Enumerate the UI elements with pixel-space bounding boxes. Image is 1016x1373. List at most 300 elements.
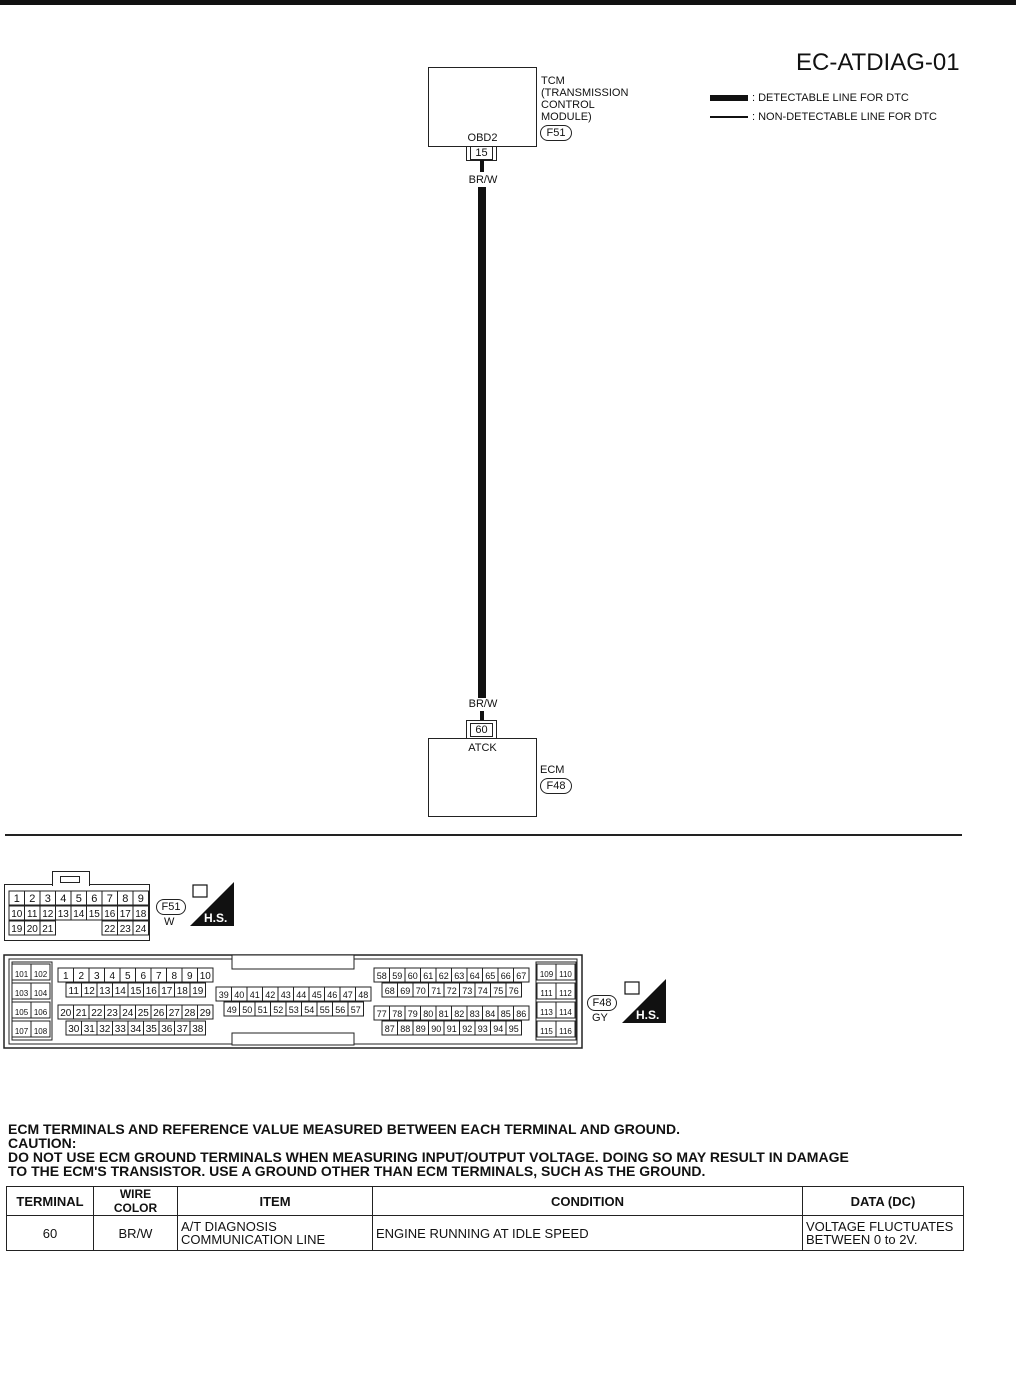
pin-number: 9: [137, 893, 144, 905]
pin-number: 37: [176, 1024, 188, 1035]
pin-number: 77: [376, 1009, 387, 1019]
pin-number: 104: [33, 989, 48, 998]
connector-pin: [118, 906, 134, 920]
pin-number: 43: [280, 990, 291, 1000]
pin-number: 61: [423, 971, 434, 981]
cell-data-line-1: VOLTAGE FLUCTUATES: [806, 1219, 954, 1234]
connector-pin: [382, 983, 398, 997]
cell-data: [803, 1216, 964, 1251]
connector-pin: [105, 1005, 121, 1019]
legend: [710, 92, 970, 126]
connector-pin: [255, 1002, 271, 1016]
pin-number: 8: [122, 893, 129, 905]
connector-pin: [71, 906, 87, 920]
pin-number: 1: [13, 893, 20, 905]
pin-number: 75: [493, 986, 504, 996]
pin-number: 112: [559, 989, 572, 998]
connector-pin: [491, 983, 507, 997]
connector-pin: [286, 1002, 302, 1016]
pin-number: 79: [407, 1009, 418, 1019]
pin-number: 78: [392, 1009, 403, 1019]
pin-number: 90: [431, 1024, 442, 1034]
connector-pin: [475, 1021, 491, 1035]
connector-pin: [82, 1021, 98, 1035]
connector-pin: [452, 1006, 468, 1020]
legend-non-detectable-label: : NON-DETECTABLE LINE FOR DTC: [752, 111, 937, 123]
pin-number: 51: [257, 1005, 268, 1015]
header-condition: CONDITION: [373, 1187, 803, 1216]
pin-number: 12: [42, 909, 54, 920]
hs-badge-label-f51: H.S.: [204, 911, 228, 925]
pin-number: 63: [454, 971, 465, 981]
pin-number: 65: [485, 971, 496, 981]
connector-pin: [302, 1002, 318, 1016]
pin-number: 28: [184, 1008, 196, 1019]
connector-f48-top-latch: [232, 955, 354, 969]
connector-pin: [382, 1021, 398, 1035]
connector-pin: [491, 1021, 507, 1035]
pin-number: 59: [392, 971, 403, 981]
pin-number: 18: [135, 909, 147, 920]
pin-number: 92: [462, 1024, 473, 1034]
pin-number: 32: [99, 1024, 111, 1035]
connector-pin: [133, 921, 149, 935]
pin-number: 19: [11, 924, 23, 935]
connector-pin: [498, 1006, 514, 1020]
pin-number: 84: [485, 1009, 496, 1019]
pin-number: 58: [376, 971, 387, 981]
cell-terminal: 60: [7, 1216, 94, 1251]
pin-number: 71: [431, 986, 442, 996]
tcm-name-line-2: (TRANSMISSION: [541, 87, 629, 99]
pin-number: 116: [559, 1027, 572, 1036]
connector-pin: [9, 906, 25, 920]
table-row: [7, 1216, 964, 1251]
pin-number: 29: [199, 1008, 211, 1019]
cell-item: [178, 1216, 373, 1251]
connector-pin: [120, 1005, 136, 1019]
connector-pin: [74, 968, 90, 982]
pin-number: 36: [161, 1024, 173, 1035]
wire-stub-top: [480, 160, 484, 172]
notes-line-2: CAUTION:: [8, 1135, 77, 1151]
pin-number: 6: [140, 971, 147, 982]
pin-number: 17: [161, 986, 173, 997]
connector-pin: [390, 1006, 406, 1020]
connector-pin: [413, 983, 429, 997]
pin-number: 19: [192, 986, 204, 997]
pin-number: 48: [358, 990, 369, 1000]
legend-detectable-label: : DETECTABLE LINE FOR DTC: [752, 92, 909, 104]
connector-pin: [537, 964, 556, 980]
cell-wire-color: BR/W: [94, 1216, 178, 1251]
connector-pin: [12, 983, 31, 999]
pin-number: 14: [114, 986, 126, 997]
pin-number: 103: [14, 989, 29, 998]
header-terminal: TERMINAL: [7, 1187, 94, 1216]
connector-f48-face: [0, 950, 600, 1055]
pin-number: 13: [99, 986, 111, 997]
ecm-wire-color: BR/W: [468, 698, 498, 710]
pin-number: 17: [119, 909, 131, 920]
pin-number: 87: [384, 1024, 395, 1034]
connector-pin: [556, 964, 575, 980]
pin-number: 5: [124, 971, 131, 982]
connector-pin: [56, 906, 72, 920]
pin-number: 95: [508, 1024, 519, 1034]
connector-pin: [102, 906, 118, 920]
pin-number: 81: [438, 1009, 449, 1019]
pin-number: 94: [493, 1024, 504, 1034]
tcm-pin-label: OBD2: [467, 132, 498, 144]
connector-pin: [87, 906, 103, 920]
connector-pin: [224, 1002, 240, 1016]
connector-pin: [105, 968, 121, 982]
connector-pin: [374, 968, 390, 982]
notes-line-4: TO THE ECM'S TRANSISTOR. USE A GROUND OTHER THAN ECM TERMINALS, SUCH AS THE GROUND.: [8, 1163, 706, 1179]
pin-number: 66: [500, 971, 511, 981]
connector-pin: [436, 1006, 452, 1020]
connector-pin: [348, 1002, 364, 1016]
connector-pin: [102, 921, 118, 935]
header-data-dc: DATA (DC): [803, 1187, 964, 1216]
pin-number: 9: [186, 971, 193, 982]
pin-number: 107: [14, 1027, 29, 1036]
connector-pin: [294, 987, 310, 1001]
connector-pin: [9, 891, 25, 905]
pin-number: 64: [469, 971, 480, 981]
connector-pin: [514, 1006, 530, 1020]
pin-number: 57: [350, 1005, 361, 1015]
reference-notes: [8, 1122, 849, 1178]
pin-number: 106: [33, 1008, 48, 1017]
pin-number: 31: [83, 1024, 95, 1035]
connector-pin: [58, 1005, 74, 1019]
pin-number: 22: [91, 1008, 103, 1019]
pin-number: 24: [135, 924, 147, 935]
connector-f51-id: F51: [156, 899, 186, 915]
connector-pin: [498, 968, 514, 982]
pin-number: 115: [540, 1027, 553, 1036]
pin-number: 42: [265, 990, 276, 1000]
connector-pin: [278, 987, 294, 1001]
connector-pin: [167, 968, 183, 982]
connector-pin: [144, 1021, 160, 1035]
connector-pin: [87, 891, 103, 905]
cell-item-line-1: A/T DIAGNOSIS: [181, 1219, 277, 1234]
pin-number: 3: [44, 893, 51, 905]
pin-number: 88: [400, 1024, 411, 1034]
pin-number: 109: [539, 970, 554, 979]
pin-number: 67: [516, 971, 527, 981]
header-wire-color: WIRE COLOR: [94, 1187, 178, 1216]
pin-number: 101: [14, 970, 29, 979]
connector-pin: [97, 1021, 113, 1035]
pin-number: 7: [106, 893, 113, 905]
notes-line-1: ECM TERMINALS AND REFERENCE VALUE MEASURED BETWEEN EACH TERMINAL AND GROUND.: [8, 1121, 681, 1137]
connector-pin: [128, 1021, 144, 1035]
pin-number: 70: [415, 986, 426, 996]
pin-number: 55: [319, 1005, 330, 1015]
cell-condition: ENGINE RUNNING AT IDLE SPEED: [373, 1216, 803, 1251]
connector-pin: [483, 968, 499, 982]
connector-pin: [467, 968, 483, 982]
ecm-connector-id: F48: [540, 778, 572, 794]
connector-pin: [247, 987, 263, 1001]
pin-number: 108: [33, 1027, 48, 1036]
tcm-name-line-1: TCM: [541, 75, 565, 87]
connector-pin: [436, 968, 452, 982]
pin-number: 72: [446, 986, 457, 996]
connector-pin: [25, 921, 41, 935]
pin-number: 49: [226, 1005, 237, 1015]
pin-number: 10: [199, 971, 211, 982]
detectable-wire: [478, 187, 486, 698]
pin-number: 20: [60, 1008, 72, 1019]
tcm-name: [541, 75, 628, 123]
connector-pin: [102, 891, 118, 905]
connector-pin: [340, 987, 356, 1001]
connector-pin: [113, 983, 129, 997]
terminal-reference-table: [6, 1186, 964, 1251]
connector-pin: [444, 983, 460, 997]
pin-number: 45: [311, 990, 322, 1000]
notes-line-3: DO NOT USE ECM GROUND TERMINALS WHEN MEASURING INPUT/OUTPUT VOLTAGE. DOING SO MAY RESULT IN DAMAGE: [8, 1149, 849, 1165]
pin-number: 41: [249, 990, 260, 1000]
connector-f51-pins: [0, 0, 160, 945]
pin-number: 68: [384, 986, 395, 996]
connector-pin: [263, 987, 279, 1001]
pin-number: 76: [508, 986, 519, 996]
connector-pin: [421, 968, 437, 982]
pin-number: 4: [60, 893, 67, 905]
connector-pin: [216, 987, 232, 1001]
connector-pin: [271, 1002, 287, 1016]
connector-pin: [66, 1021, 82, 1035]
hs-badge-icon: [190, 882, 234, 926]
connector-pin: [429, 1021, 445, 1035]
connector-pin: [309, 987, 325, 1001]
connector-pin: [66, 983, 82, 997]
connector-pin: [460, 1021, 476, 1035]
pin-number: 15: [88, 909, 100, 920]
hs-badge-icon: [622, 979, 666, 1023]
pin-number: 30: [68, 1024, 80, 1035]
connector-pin: [118, 921, 134, 935]
connector-pin: [190, 1021, 206, 1035]
pin-number: 15: [130, 986, 142, 997]
connector-pin: [25, 906, 41, 920]
pin-number: 5: [75, 893, 82, 905]
connector-pin: [175, 983, 191, 997]
pin-number: 69: [400, 986, 411, 996]
pin-number: 34: [130, 1024, 142, 1035]
pin-number: 11: [27, 909, 38, 920]
pin-number: 21: [75, 1008, 87, 1019]
pin-number: 93: [477, 1024, 488, 1034]
ecm-name: ECM: [540, 764, 565, 776]
pin-number: 111: [540, 989, 553, 998]
pin-number: 23: [106, 1008, 118, 1019]
connector-f48-bottom-latch: [232, 1033, 354, 1045]
pin-number: 10: [11, 909, 23, 920]
pin-number: 20: [26, 924, 38, 935]
pin-number: 114: [559, 1008, 572, 1017]
pin-number: 4: [109, 971, 116, 982]
pin-number: 22: [104, 924, 116, 935]
connector-pin: [82, 983, 98, 997]
connector-pin: [167, 1005, 183, 1019]
connector-pin: [398, 983, 414, 997]
legend-thick-line: [710, 95, 748, 101]
pin-number: 54: [304, 1005, 315, 1015]
connector-pin: [175, 1021, 191, 1035]
header-item: ITEM: [178, 1187, 373, 1216]
pin-number: 38: [192, 1024, 204, 1035]
connector-pin: [421, 1006, 437, 1020]
pin-number: 53: [288, 1005, 299, 1015]
connector-f48-id: F48: [587, 995, 617, 1011]
hs-badge-label-f48: H.S.: [636, 1008, 660, 1022]
connector-pin: [56, 891, 72, 905]
pin-number: 82: [454, 1009, 465, 1019]
pin-number: 14: [73, 909, 85, 920]
connector-pin: [31, 964, 50, 980]
tcm-name-line-4: MODULE): [541, 111, 592, 123]
pin-number: 11: [68, 986, 79, 997]
pin-number: 25: [137, 1008, 149, 1019]
connector-pin: [556, 1021, 575, 1037]
pin-number: 12: [83, 986, 95, 997]
pin-number: 56: [335, 1005, 346, 1015]
connector-pin: [506, 983, 522, 997]
connector-pin: [232, 987, 248, 1001]
pin-number: 85: [500, 1009, 511, 1019]
cell-data-line-2: BETWEEN 0 to 2V.: [806, 1232, 918, 1247]
pin-number: 33: [114, 1024, 126, 1035]
connector-pin: [120, 968, 136, 982]
connector-pin: [71, 891, 87, 905]
connector-pin: [475, 983, 491, 997]
connector-pin: [144, 983, 160, 997]
connector-pin: [556, 983, 575, 999]
connector-pin: [40, 921, 56, 935]
pin-number: 86: [516, 1009, 527, 1019]
connector-pin: [198, 968, 214, 982]
connector-pin: [182, 1005, 198, 1019]
tcm-connector-id: F51: [540, 125, 572, 141]
pin-number: 2: [78, 971, 85, 982]
connector-pin: [398, 1021, 414, 1035]
pin-number: 13: [57, 909, 69, 920]
diagram-id: EC-ATDIAG-01: [796, 49, 960, 76]
connector-pin: [374, 1006, 390, 1020]
pin-number: 8: [171, 971, 178, 982]
connector-pin: [317, 1002, 333, 1016]
connector-pin: [31, 1021, 50, 1037]
connector-pin: [40, 906, 56, 920]
pin-number: 27: [168, 1008, 180, 1019]
pin-number: 1: [62, 971, 69, 982]
connector-pin: [444, 1021, 460, 1035]
connector-pin: [182, 968, 198, 982]
pin-number: 110: [559, 970, 572, 979]
pin-number: 80: [423, 1009, 434, 1019]
connector-pin: [429, 983, 445, 997]
pin-number: 62: [438, 971, 449, 981]
pin-number: 3: [93, 971, 100, 982]
connector-pin: [405, 968, 421, 982]
pin-number: 24: [122, 1008, 134, 1019]
tcm-wire-color: BR/W: [468, 174, 498, 186]
connector-pin: [40, 891, 56, 905]
connector-pin: [467, 1006, 483, 1020]
connector-pin: [452, 968, 468, 982]
pin-number: 73: [462, 986, 473, 996]
pin-number: 16: [145, 986, 157, 997]
pin-number: 105: [14, 1008, 29, 1017]
pin-number: 47: [342, 990, 353, 1000]
pin-number: 26: [153, 1008, 165, 1019]
connector-pin: [89, 968, 105, 982]
connector-pin: [151, 1005, 167, 1019]
connector-pin: [483, 1006, 499, 1020]
connector-pin: [390, 968, 406, 982]
connector-pin: [159, 1021, 175, 1035]
connector-pin: [506, 1021, 522, 1035]
pin-number: 6: [91, 893, 98, 905]
connector-pin: [58, 968, 74, 982]
ecm-pin-number: 60: [470, 723, 493, 737]
pin-number: 21: [42, 924, 54, 935]
pin-number: 83: [469, 1009, 480, 1019]
connector-pin: [514, 968, 530, 982]
connector-f48-color: GY: [592, 1012, 608, 1024]
connector-pin: [151, 968, 167, 982]
connector-pin: [325, 987, 341, 1001]
connector-pin: [12, 1021, 31, 1037]
pin-number: 60: [407, 971, 418, 981]
legend-thin-line: [710, 116, 748, 118]
pin-number: 44: [296, 990, 307, 1000]
connector-f51-color: W: [164, 916, 175, 928]
pin-number: 23: [119, 924, 131, 935]
pin-number: 50: [242, 1005, 253, 1015]
pin-number: 113: [540, 1008, 553, 1017]
pin-number: 46: [327, 990, 338, 1000]
ecm-pin-label: ATCK: [468, 742, 497, 754]
connector-pin: [31, 983, 50, 999]
connector-pin: [12, 964, 31, 980]
pin-number: 74: [477, 986, 488, 996]
connector-pin: [128, 983, 144, 997]
connector-pin: [556, 1002, 575, 1018]
connector-pin: [89, 1005, 105, 1019]
connector-pin: [190, 983, 206, 997]
tcm-name-line-3: CONTROL: [541, 99, 595, 111]
connector-pin: [405, 1006, 421, 1020]
connector-pin: [113, 1021, 129, 1035]
pin-number: 91: [446, 1024, 457, 1034]
pin-number: 35: [145, 1024, 157, 1035]
connector-pin: [159, 983, 175, 997]
connector-pin: [240, 1002, 256, 1016]
pin-number: 52: [273, 1005, 284, 1015]
pin-number: 16: [104, 909, 116, 920]
pin-number: 102: [33, 970, 48, 979]
connector-pin: [133, 906, 149, 920]
connector-pin: [74, 1005, 90, 1019]
